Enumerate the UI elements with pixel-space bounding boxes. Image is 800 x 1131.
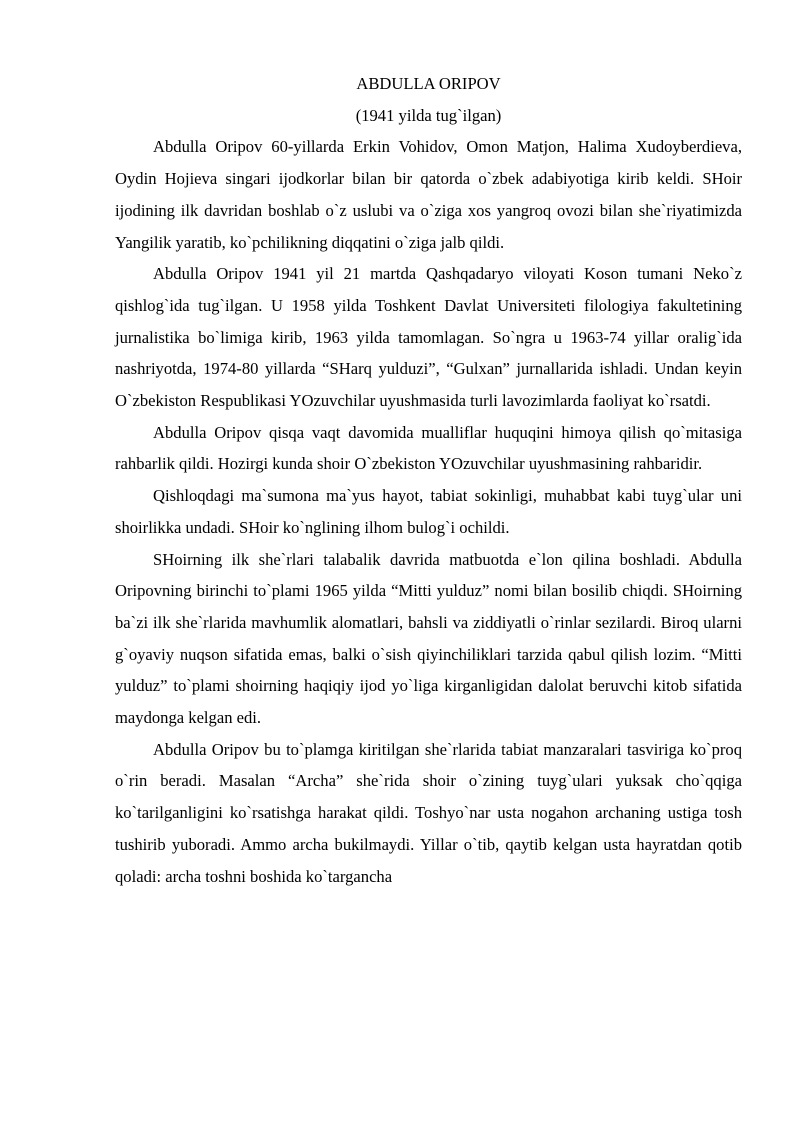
document-subtitle: (1941 yilda tug`ilgan)	[355, 105, 502, 125]
paragraph-6: Abdulla Oripov bu to`plamga kiritilgan she`rlarida tabiat manzaralari tasviriga ko`proq o`rin beradi. Masalan “Archa” she`rida shoir o`zining tuyg`ulari yuksak cho`qqiga ko`tarilganligini ko`rsatishga harakat qildi. Toshyo`nar usta nogahon archaning ustiga tosh tushirib yuboradi. Ammo archa bukilmaydi. Yillar o`tib, qaytib kelgan usta hayratdan qotib qoladi: archa toshni boshida ko`targancha	[115, 739, 742, 886]
paragraph-1: Abdulla Oripov 60-yillarda Erkin Vohidov, Omon Matjon, Halima Xudoyberdieva, Oydin Hojieva singari ijodkorlar bilan bir qatorda o`zbek adabiyotiga kirib keldi. SHoir ijodining ilk davridan boshlab o`z uslubi va o`ziga xos yangroq ovozi bilan she`riyatimizda Yangilik yaratib, ko`pchilikning diqqatini o`ziga jalb qildi.	[115, 137, 742, 252]
paragraph-3: Abdulla Oripov qisqa vaqt davomida mualliflar huquqini himoya qilish qo`mitasiga rahbarlik qildi. Hozirgi kunda shoir O`zbekiston YOzuvchilar uyushmasining rahbaridir.	[115, 422, 742, 474]
paragraph-4: Qishloqdagi ma`sumona ma`yus hayot, tabiat sokinligi, muhabbat kabi tuyg`ular uni shoirlikka undadi. SHoir ko`nglining ilhom bulog`i ochildi.	[115, 486, 742, 537]
document-page	[115, 68, 742, 892]
document-title: ABDULLA ORIPOV	[356, 74, 501, 93]
paragraph-5: SHoirning ilk she`rlari talabalik davrida matbuotda e`lon qilina boshladi. Abdulla Oripovning birinchi to`plami 1965 yilda “Mitti yulduz” nomi bilan bosilib chiqdi. SHoirning ba`zi ilk she`rlarida mavhumlik alomatlari, bahsli va ziddiyatli o`rinlar sezilardi. Biroq ularni g`oyaviy nuqson sifatida emas, balki o`sish qiyinchiliklari tarzida qabul qilish lozim. “Mitti yulduz” to`plami shoirning haqiqiy ijod yo`liga kirganligidan dalolat beruvchi kitob sifatida maydonga kelgan edi.	[115, 549, 742, 728]
paragraph-2: Abdulla Oripov 1941 yil 21 martda Qashqadaryo viloyati Koson tumani Neko`z qishlog`ida tug`ilgan. U 1958 yilda Toshkent Davlat Universiteti filologiya fakultetining jurnalistika bo`limiga kirib, 1963 yilda tamomlagan. So`ngra u 1963-74 yillar oralig`ida nashriyotda, 1974-80 yillarda “SHarq yulduzi”, “Gulxan” jurnallarida ishladi. Undan keyin O`zbekiston Respublikasi YOzuvchilar uyushmasida turli lavozimlarda faoliyat ko`rsatdi.	[115, 264, 742, 411]
